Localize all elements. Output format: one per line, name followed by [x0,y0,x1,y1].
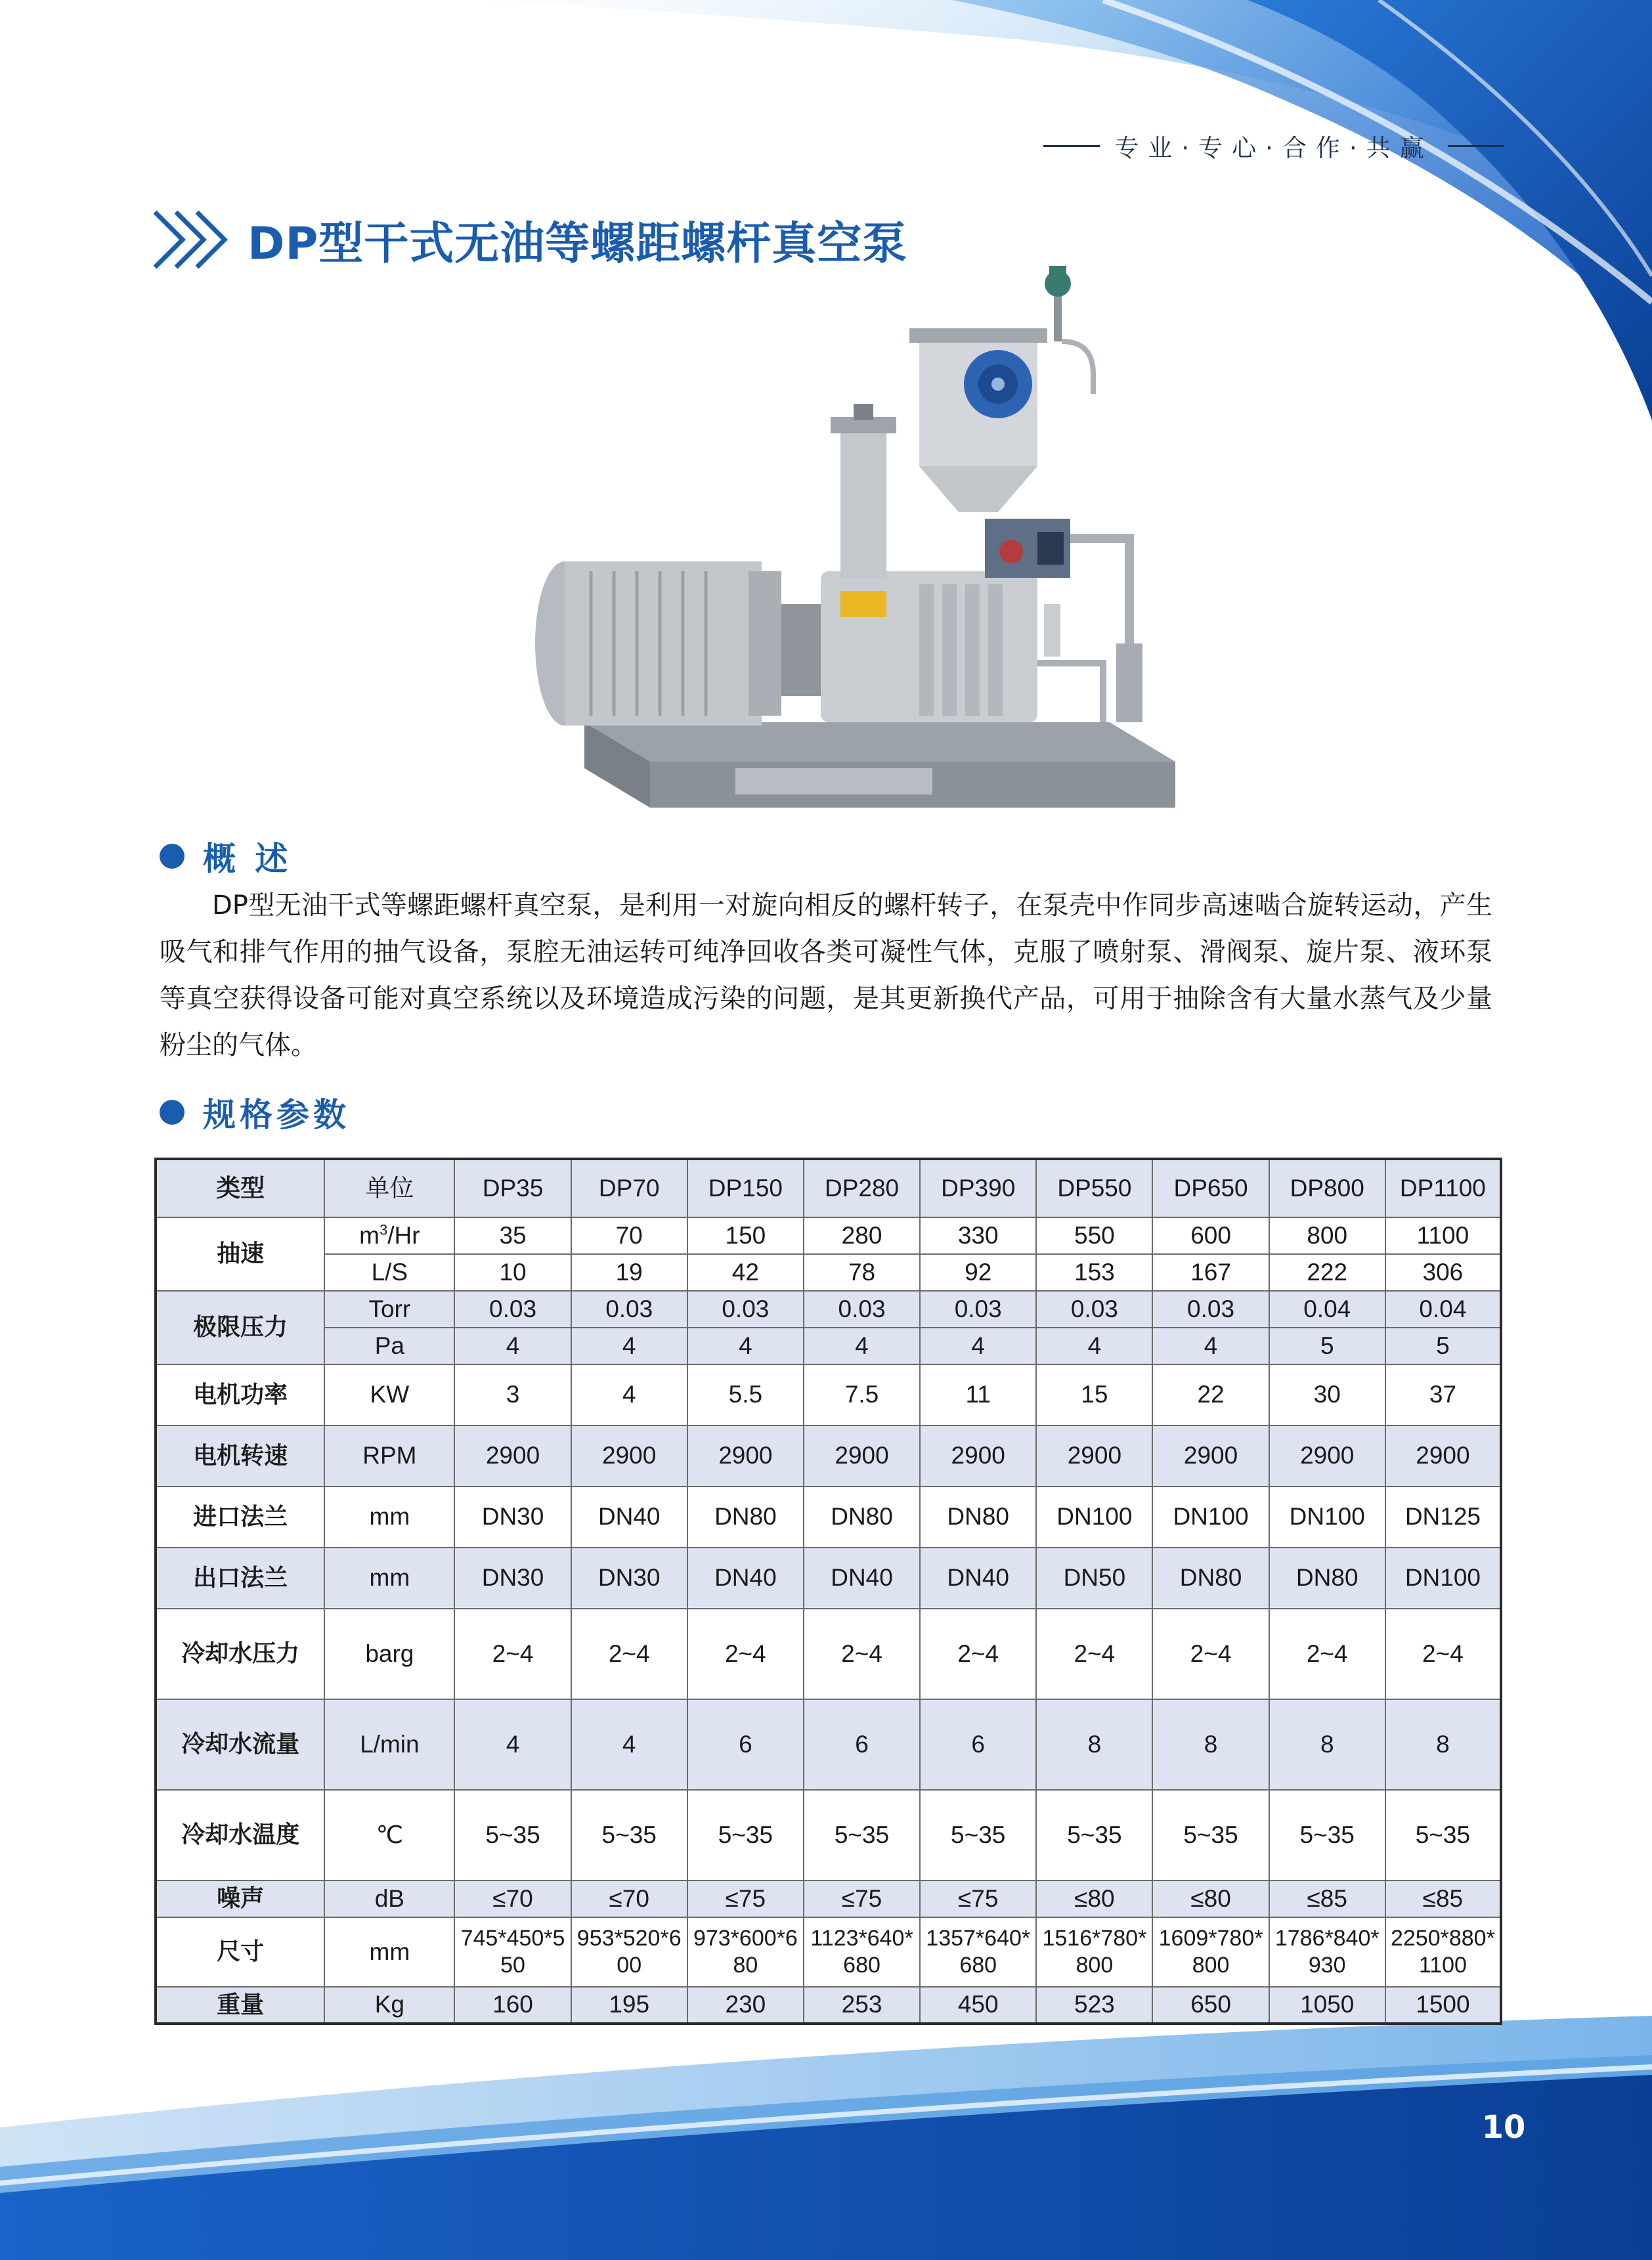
table-cell: 2~4 [1385,1609,1501,1699]
table-cell: 0.03 [687,1291,804,1328]
table-cell: DN100 [1036,1487,1152,1548]
bullet-dot-icon [160,844,185,869]
table-cell: 8 [1385,1699,1501,1790]
table-cell: 2900 [1269,1425,1385,1487]
table-row [156,1217,1501,1254]
overview-title: 概 述 [203,840,292,878]
table-cell: 19 [571,1254,687,1291]
table-cell: 306 [1385,1254,1501,1291]
table-cell: 600 [1152,1217,1269,1254]
table-cell: 2900 [454,1425,571,1487]
unit-mm: mm [324,1548,454,1609]
header-model: DP800 [1269,1159,1385,1217]
table-cell: 5~35 [920,1790,1036,1880]
table-cell: 2900 [687,1425,804,1487]
table-row [156,1699,1501,1790]
table-cell [571,1917,687,1987]
table-cell: 5~35 [1269,1790,1385,1880]
dim-line2: 680 [959,1953,997,1978]
header-model: DP35 [454,1159,571,1217]
dim-line2: 800 [1192,1953,1230,1978]
table-cell: DN30 [454,1548,571,1609]
unit-m3hr-rest: /Hr [387,1221,420,1249]
table-cell: 4 [454,1328,571,1364]
table-cell: 2~4 [1036,1609,1152,1699]
dim-line2: 800 [1076,1953,1114,1978]
table-cell: 30 [1269,1364,1385,1425]
dim-line2: 00 [617,1953,642,1978]
table-cell: 150 [687,1217,804,1254]
vacuum-pump-image [499,263,1195,834]
triple-chevron-icon [150,207,232,272]
header-model: DP550 [1036,1159,1152,1217]
table-cell: DN80 [804,1487,920,1548]
table-cell: DN40 [920,1548,1036,1609]
slogan-left-rule [1043,145,1100,147]
table-cell: 2~4 [920,1609,1036,1699]
table-cell: 11 [920,1364,1036,1425]
table-cell: 0.03 [804,1291,920,1328]
table-cell: DN125 [1385,1487,1501,1548]
table-cell: 450 [920,1987,1036,2024]
table-cell: 1050 [1269,1987,1385,2024]
table-cell: 8 [1152,1699,1269,1790]
table-cell: 2~4 [571,1609,687,1699]
table-cell: ≤70 [571,1880,687,1917]
table-row [156,1548,1501,1609]
dim-line1: 1516*780* [1042,1926,1147,1951]
row-label-motor-power: 电机功率 [156,1364,324,1425]
table-cell: ≤75 [920,1880,1036,1917]
slogan-right-rule [1448,145,1504,147]
table-row [156,1609,1501,1699]
overview-paragraph: DP型无油干式等螺距螺杆真空泵，是利用一对旋向相反的螺杆转子，在泵壳中作同步高速啮合旋转运动，产生吸气和排气作用的抽气设备，泵腔无油运转可纯净回收各类可凝性气体，克服了喷射泵、滑阀泵、旋片泵、液环泵等真空获得设备可能对真空系统以及环境造成污染的问题，是其更新换代产品，可用于抽除含有大量水蒸气及少量粉尘的气体。 [160,890,1492,1060]
table-row [156,1987,1501,2024]
unit-mm: mm [324,1917,454,1987]
unit-kw: KW [324,1364,454,1425]
table-cell: DN80 [1269,1548,1385,1609]
table-cell: 10 [454,1254,571,1291]
row-label-weight: 重量 [156,1987,324,2024]
table-cell: 5~35 [1152,1790,1269,1880]
table-cell: 4 [687,1328,804,1364]
table-cell: DN30 [571,1548,687,1609]
table-cell: 230 [687,1987,804,2024]
table-cell: 42 [687,1254,804,1291]
row-label-outlet-flange: 出口法兰 [156,1548,324,1609]
table-cell: 523 [1036,1987,1152,2024]
table-cell: ≤75 [804,1880,920,1917]
table-cell: 8 [1269,1699,1385,1790]
specs-heading [160,1089,350,1136]
unit-db: dB [324,1880,454,1917]
table-cell: 280 [804,1217,920,1254]
dim-line1: 953*520*6 [576,1926,682,1951]
unit-m3hr-base: m [359,1221,380,1249]
table-cell [454,1917,571,1987]
header-model: DP1100 [1385,1159,1501,1217]
table-cell: 35 [454,1217,571,1254]
table-cell: 2~4 [687,1609,804,1699]
row-label-cooling-pressure: 冷却水压力 [156,1609,324,1699]
unit-torr: Torr [324,1291,454,1328]
table-cell: 4 [1152,1328,1269,1364]
dim-line2: 1100 [1418,1953,1467,1978]
table-cell: ≤85 [1385,1880,1501,1917]
table-cell: ≤80 [1152,1880,1269,1917]
unit-barg: barg [324,1609,454,1699]
table-cell: 37 [1385,1364,1501,1425]
header-model: DP150 [687,1159,804,1217]
table-cell: 1500 [1385,1987,1501,2024]
dim-line2: 80 [733,1953,758,1978]
table-cell: ≤75 [687,1880,804,1917]
table-cell: 78 [804,1254,920,1291]
table-cell: 0.04 [1385,1291,1501,1328]
table-cell: 4 [804,1328,920,1364]
row-label-dimensions: 尺寸 [156,1917,324,1987]
table-cell: 4 [571,1364,687,1425]
table-cell: 4 [571,1328,687,1364]
table-cell: 2900 [920,1425,1036,1487]
table-cell: 22 [1152,1364,1269,1425]
spec-table [154,1158,1502,2025]
unit-mm: mm [324,1487,454,1548]
table-cell: 4 [920,1328,1036,1364]
dim-line1: 745*450*5 [460,1926,565,1951]
table-cell: ≤85 [1269,1880,1385,1917]
table-cell: 6 [804,1699,920,1790]
row-label-speed: 抽速 [156,1217,324,1291]
table-cell: 5.5 [687,1364,804,1425]
table-cell: 4 [571,1699,687,1790]
table-cell: 0.04 [1269,1291,1385,1328]
header-type: 类型 [156,1159,324,1217]
unit-ls: L/S [324,1254,454,1291]
slogan [1037,126,1510,165]
table-cell: 5 [1385,1328,1501,1364]
table-cell: DN100 [1152,1487,1269,1548]
row-label-cooling-flow: 冷却水流量 [156,1699,324,1790]
dim-line2: 50 [500,1953,525,1978]
table-cell [1269,1917,1385,1987]
header-model: DP650 [1152,1159,1269,1217]
header-model: DP390 [920,1159,1036,1217]
table-cell: 6 [920,1699,1036,1790]
table-cell: 0.03 [1152,1291,1269,1328]
header-model: DP280 [804,1159,920,1217]
table-cell: 5~35 [454,1790,571,1880]
table-cell: 253 [804,1987,920,2024]
unit-rpm: RPM [324,1425,454,1487]
table-row [156,1328,1501,1364]
table-cell: 330 [920,1217,1036,1254]
row-label-cooling-temp: 冷却水温度 [156,1790,324,1880]
table-cell: 0.03 [571,1291,687,1328]
table-row [156,1790,1501,1880]
table-cell: 5~35 [687,1790,804,1880]
table-cell: 167 [1152,1254,1269,1291]
unit-m3hr [324,1217,454,1254]
table-cell: 2~4 [1269,1609,1385,1699]
page-number: 10 [1481,2109,1526,2146]
table-cell: ≤70 [454,1880,571,1917]
table-cell: DN100 [1385,1548,1501,1609]
bullet-dot-icon [160,1100,185,1125]
dim-line1: 1786*840* [1274,1926,1380,1951]
table-cell [687,1917,804,1987]
dim-line2: 930 [1308,1953,1346,1978]
table-cell: 92 [920,1254,1036,1291]
table-header-row [156,1159,1501,1217]
row-label-noise: 噪声 [156,1880,324,1917]
dim-line1: 1123*640* [810,1926,913,1951]
slogan-text: 专业·专心·合作·共赢 [1114,134,1433,162]
table-row [156,1364,1501,1425]
table-row [156,1917,1501,1987]
table-cell: 222 [1269,1254,1385,1291]
table-row [156,1291,1501,1328]
dim-line1: 1357*640* [926,1926,1031,1951]
table-cell: 5~35 [1036,1790,1152,1880]
table-cell: 2900 [1036,1425,1152,1487]
table-cell: 5 [1269,1328,1385,1364]
row-label-inlet-flange: 进口法兰 [156,1487,324,1548]
table-row [156,1487,1501,1548]
table-cell: 0.03 [920,1291,1036,1328]
table-cell: 3 [454,1364,571,1425]
table-cell [920,1917,1036,1987]
table-cell: 5~35 [571,1790,687,1880]
table-cell: 4 [454,1699,571,1790]
table-cell: 7.5 [804,1364,920,1425]
table-cell [804,1917,920,1987]
table-cell: DN80 [1152,1548,1269,1609]
unit-celsius: ℃ [324,1790,454,1880]
footer-wave-decoration [0,2016,1652,2260]
table-cell: 195 [571,1987,687,2024]
row-label-ultimate-pressure: 极限压力 [156,1291,324,1364]
table-cell: DN40 [571,1487,687,1548]
table-cell: 5~35 [1385,1790,1501,1880]
dim-line1: 1609*780* [1158,1926,1263,1951]
table-cell: 8 [1036,1699,1152,1790]
page-title: DP型干式无油等螺距螺杆真空泵 [248,217,908,270]
table-cell: 2~4 [454,1609,571,1699]
unit-m3hr-sup: 3 [379,1221,388,1238]
table-cell: 2~4 [804,1609,920,1699]
table-cell: DN80 [687,1487,804,1548]
table-cell [1152,1917,1269,1987]
row-label-motor-speed: 电机转速 [156,1425,324,1487]
table-cell: 70 [571,1217,687,1254]
header-model: DP70 [571,1159,687,1217]
dim-line2: 680 [843,1953,880,1978]
table-cell: ≤80 [1036,1880,1152,1917]
specs-title: 规格参数 [203,1096,350,1134]
table-cell: 2900 [1152,1425,1269,1487]
table-row [156,1425,1501,1487]
table-cell: 2900 [1385,1425,1501,1487]
table-cell [1036,1917,1152,1987]
header-unit: 单位 [324,1159,454,1217]
table-cell: DN30 [454,1487,571,1548]
table-cell: 153 [1036,1254,1152,1291]
overview-heading [160,833,292,880]
table-cell: 2~4 [1152,1609,1269,1699]
dim-line1: 973*600*6 [693,1926,798,1951]
table-cell: 800 [1269,1217,1385,1254]
table-cell: 2900 [804,1425,920,1487]
table-cell: 5~35 [804,1790,920,1880]
table-row [156,1880,1501,1917]
table-cell: 550 [1036,1217,1152,1254]
table-cell: DN40 [687,1548,804,1609]
table-cell: DN40 [804,1548,920,1609]
table-cell: DN80 [920,1487,1036,1548]
table-row [156,1254,1501,1291]
table-cell: 4 [1036,1328,1152,1364]
table-cell: 6 [687,1699,804,1790]
table-cell: 15 [1036,1364,1152,1425]
table-cell [1385,1917,1501,1987]
unit-lmin: L/min [324,1699,454,1790]
table-cell: 160 [454,1987,571,2024]
table-cell: 0.03 [454,1291,571,1328]
table-cell: 0.03 [1036,1291,1152,1328]
unit-pa: Pa [324,1328,454,1364]
dim-line1: 2250*880* [1390,1926,1495,1951]
table-cell: 650 [1152,1987,1269,2024]
table-cell: DN50 [1036,1548,1152,1609]
table-cell: 1100 [1385,1217,1501,1254]
unit-kg: Kg [324,1987,454,2024]
table-cell: DN100 [1269,1487,1385,1548]
table-cell: 2900 [571,1425,687,1487]
